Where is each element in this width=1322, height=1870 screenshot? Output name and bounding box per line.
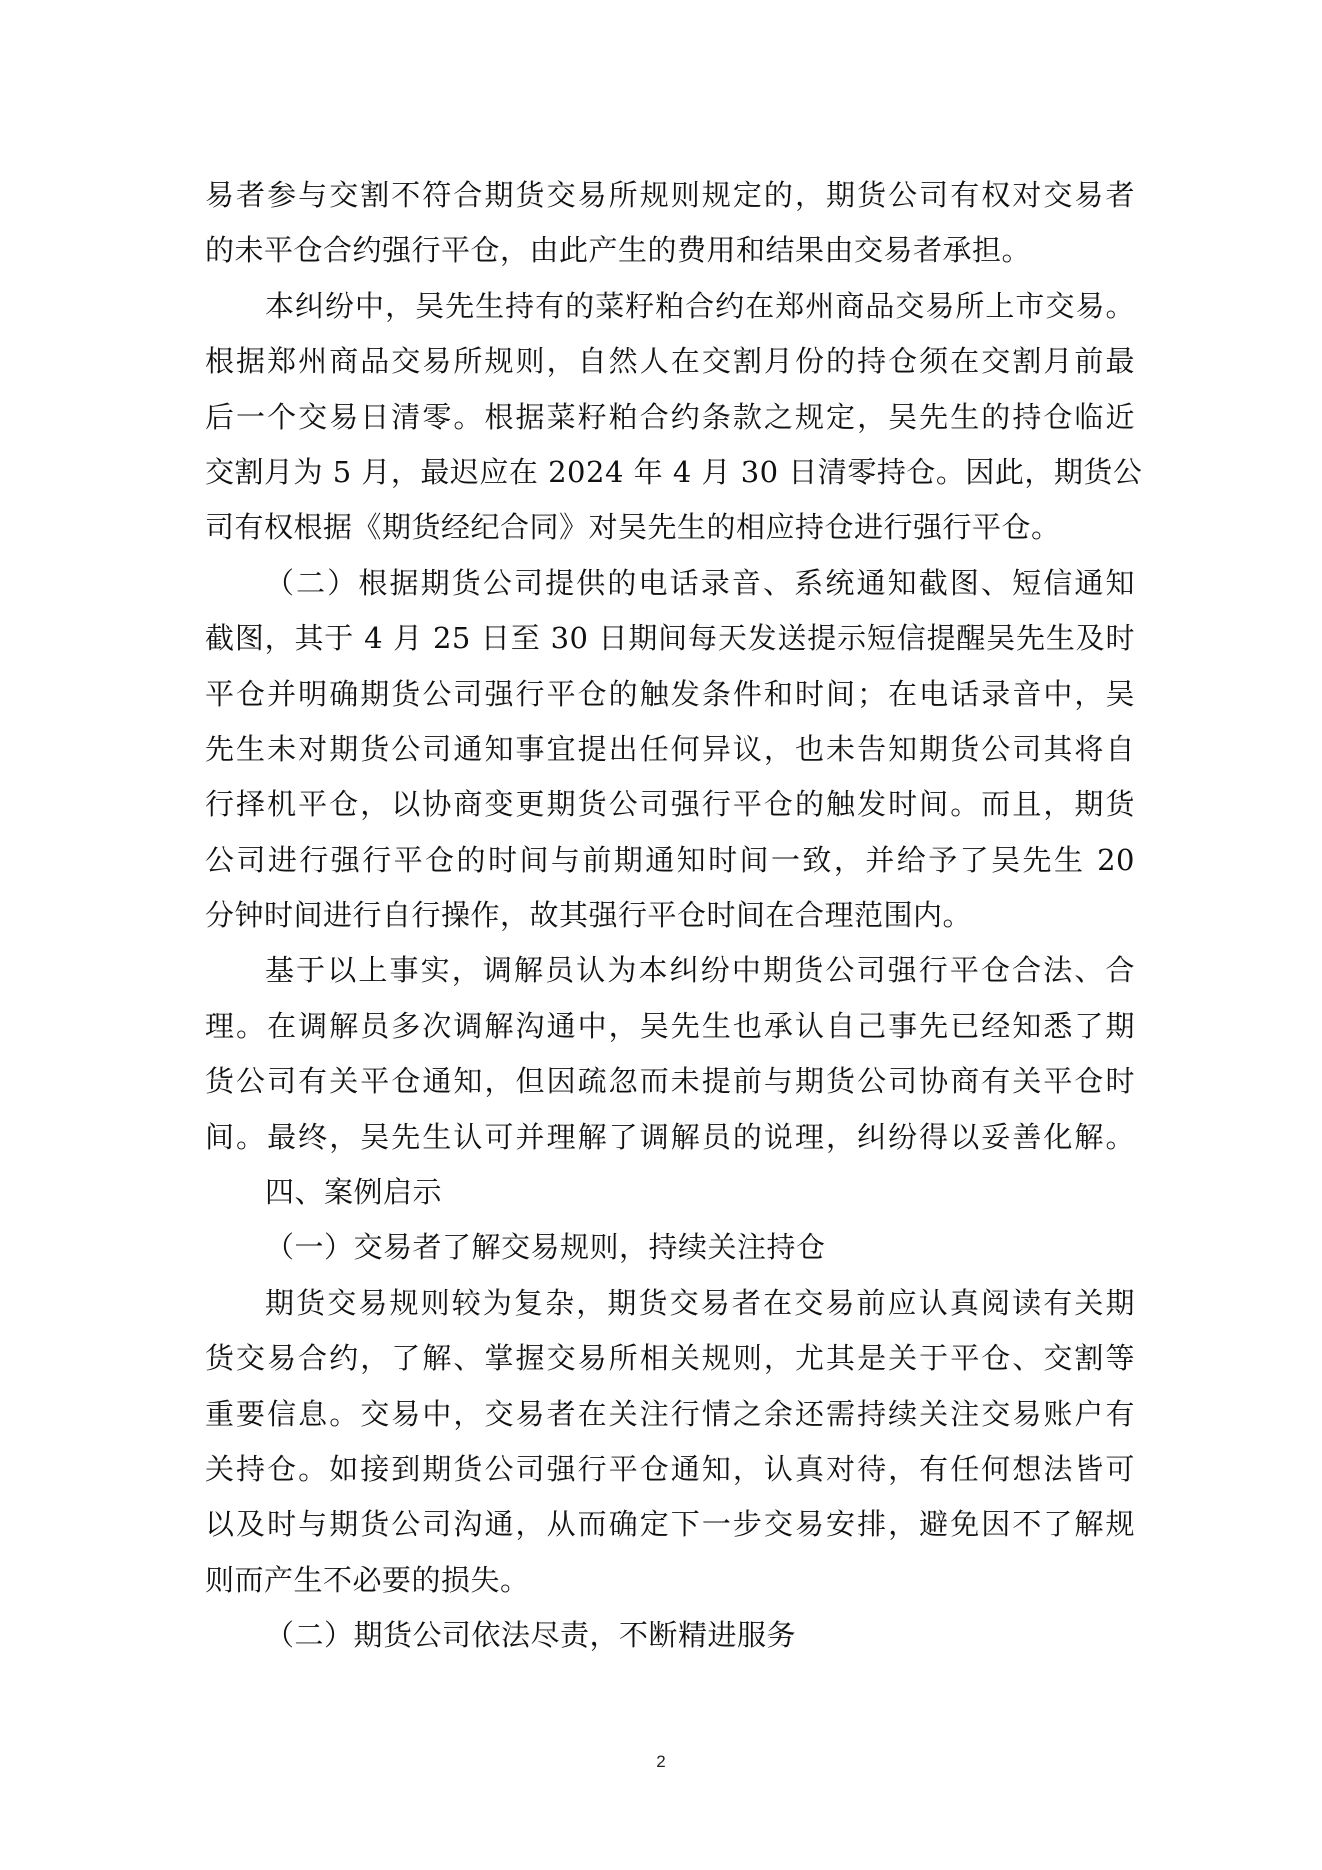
text-line: 根据郑州商品交易所规则，自然人在交割月份的持仓须在交割月前最 <box>205 344 1135 379</box>
document-body <box>205 168 1143 1664</box>
text-line: 交割月为 5 月，最迟应在 2024 年 4 月 30 日清零持仓。因此，期货公 <box>205 454 1143 489</box>
text-line: 截图，其于 4 月 25 日至 30 日期间每天发送提示短信提醒吴先生及时 <box>205 621 1135 656</box>
text-line: 本纠纷中，吴先生持有的菜籽粕合约在郑州商品交易所上市交易。 <box>265 288 1135 323</box>
text-line: 重要信息。交易中，交易者在关注行情之余还需持续关注交易账户有 <box>205 1396 1135 1431</box>
text-line: 公司进行强行平仓的时间与前期通知时间一致，并给予了吴先生 20 <box>205 842 1135 877</box>
text-line: 分钟时间进行自行操作，故其强行平仓时间在合理范围内。 <box>205 898 973 933</box>
text-line: 后一个交易日清零。根据菜籽粕合约条款之规定，吴先生的持仓临近 <box>205 399 1135 434</box>
text-line: 期货交易规则较为复杂，期货交易者在交易前应认真阅读有关期 <box>265 1285 1135 1320</box>
text-line: 四、案例启示 <box>265 1175 443 1210</box>
text-line: 理。在调解员多次调解沟通中，吴先生也承认自己事先已经知悉了期 <box>205 1008 1135 1043</box>
text-line: （二）期货公司依法尽责，不断精进服务 <box>265 1618 797 1653</box>
text-line: 货公司有关平仓通知，但因疏忽而未提前与期货公司协商有关平仓时 <box>205 1064 1135 1099</box>
text-line: 货交易合约，了解、掌握交易所相关规则，尤其是关于平仓、交割等 <box>205 1341 1135 1376</box>
text-line: 基于以上事实，调解员认为本纠纷中期货公司强行平仓合法、合 <box>265 953 1135 988</box>
text-line: 间。最终，吴先生认可并理解了调解员的说理，纠纷得以妥善化解。 <box>205 1119 1135 1154</box>
text-line: 先生未对期货公司通知事宜提出任何异议，也未告知期货公司其将自 <box>205 731 1135 766</box>
text-line: 关持仓。如接到期货公司强行平仓通知，认真对待，有任何想法皆可 <box>205 1451 1135 1486</box>
text-line: （一）交易者了解交易规则，持续关注持仓 <box>265 1230 826 1265</box>
page-number: 2 <box>656 1752 666 1771</box>
text-line: 以及时与期货公司沟通，从而确定下一步交易安排，避免因不了解规 <box>205 1507 1135 1542</box>
text-line: 易者参与交割不符合期货交易所规则规定的，期货公司有权对交易者 <box>205 178 1135 212</box>
text-line: （二）根据期货公司提供的电话录音、系统通知截图、短信通知 <box>265 565 1135 600</box>
text-line: 司有权根据《期货经纪合同》对吴先生的相应持仓进行强行平仓。 <box>205 510 1061 545</box>
text-line: 则而产生不必要的损失。 <box>205 1562 530 1597</box>
text-line: 行择机平仓，以协商变更期货公司强行平仓的触发时间。而且，期货 <box>205 787 1135 822</box>
text-line: 的未平仓合约强行平仓，由此产生的费用和结果由交易者承担。 <box>205 233 1032 268</box>
text-line: 平仓并明确期货公司强行平仓的触发条件和时间；在电话录音中，吴 <box>205 676 1135 711</box>
